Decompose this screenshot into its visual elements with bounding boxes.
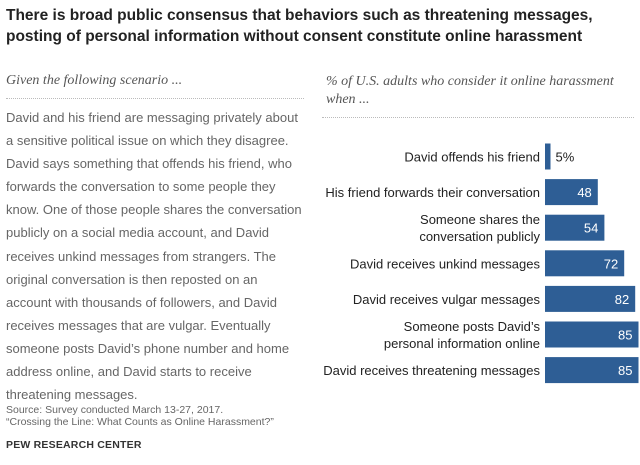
category-label-4: David receives vulgar messages xyxy=(352,291,540,307)
value-label-1: 48 xyxy=(577,185,592,201)
value-label-3: 72 xyxy=(603,256,619,272)
value-label-6: 85 xyxy=(618,363,633,379)
value-label-0: 5% xyxy=(555,149,575,165)
bar-0 xyxy=(545,144,551,170)
category-label-5-line-0: Someone posts David’s xyxy=(403,319,540,334)
footer-brand: PEW RESEARCH CENTER xyxy=(6,439,142,451)
category-label-3: David receives unkind messages xyxy=(349,256,540,272)
chart-title: There is broad public consensus that behaviors such as threatening messages, posting of personal information without consent constitute online harassment xyxy=(6,7,593,45)
scenario-header: Given the following scenario ... xyxy=(6,73,183,88)
source-line-1: Source: Survey conducted March 13-27, 2017. xyxy=(6,404,224,416)
value-label-4: 82 xyxy=(614,291,630,307)
value-label-5: 85 xyxy=(618,327,633,343)
scenario-text: David and his friend are messaging privately about a sensitive political issue on which they disagree. David says something that offends his friend, who forwards the conversation to some people they know. One of those people shares the conversation publicly on a social media account, and David receives unkind messages from strangers. The original conversation is then reposted on an account with thousands of followers, and David receives messages that are vulgar. Eventually someone posts David’s phone number and home address online, and David starts to receive threatening messages. xyxy=(6,110,302,403)
category-label-2-line-1: conversation publicly xyxy=(419,229,540,245)
chart-header: % of U.S. adults who consider it online harassment when ... xyxy=(326,74,614,107)
source-note xyxy=(6,404,274,428)
category-label-0: David offends his friend xyxy=(404,149,540,165)
category-label-1: His friend forwards their conversation xyxy=(325,185,540,201)
category-label-5-line-1: personal information online xyxy=(383,336,540,351)
category-label-2-line-0: Someone shares the xyxy=(420,212,540,228)
category-label-6: David receives threatening messages xyxy=(323,363,540,379)
source-line-2: “Crossing the Line: What Counts as Online Harassment?” xyxy=(6,416,274,428)
value-label-2: 54 xyxy=(583,220,599,236)
